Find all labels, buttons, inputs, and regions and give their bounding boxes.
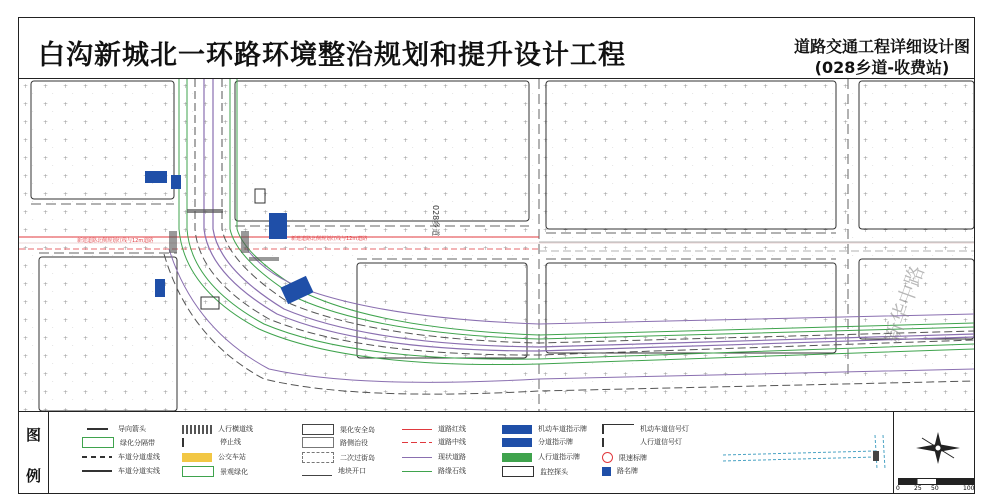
road-plan-map[interactable]	[19, 79, 974, 411]
legend-item-label: 二次过街岛	[340, 453, 375, 462]
block-opening-icon	[302, 466, 332, 476]
red-line-icon	[402, 425, 432, 434]
legend-item	[82, 437, 155, 448]
legend-title-divider	[48, 411, 49, 494]
landscape-icon	[182, 466, 214, 477]
legend-item	[602, 466, 638, 476]
legend-item	[502, 424, 587, 434]
legend-item	[302, 424, 375, 435]
drawing-title-line1: 道路交通工程详细设计图	[793, 37, 970, 56]
legend-item-label: 人行横道线	[218, 425, 253, 433]
legend-item-label: 道路中线	[438, 438, 466, 446]
legend-item-label: 道路红线	[438, 425, 466, 433]
curb-line-icon	[402, 467, 432, 476]
legend-item-label: 车道分道虚线	[118, 453, 160, 461]
road-name-lower-right: 新华中路	[879, 262, 930, 346]
safety-island-icon	[302, 424, 334, 435]
legend-item	[502, 452, 580, 462]
legend-item	[402, 437, 466, 447]
legend-item	[182, 424, 253, 434]
legend-item	[602, 424, 689, 434]
legend-item-label: 绿化分隔带	[120, 438, 155, 447]
legend-item	[402, 452, 466, 462]
sidewalk-sign-icon	[502, 453, 532, 462]
legend-item-label: 现状道路	[438, 453, 466, 461]
legend-item-label: 公交车站	[218, 453, 246, 461]
legend-item-label: 监控探头	[540, 467, 568, 476]
legend-item	[82, 466, 160, 476]
annotation-left: 新建道路北侧规划红线与12m道路	[77, 238, 154, 244]
drawing-title-line2: (028乡道-收费站)	[814, 58, 950, 77]
ped-signal-icon	[602, 438, 634, 447]
scale-tick-100: 100	[963, 485, 975, 492]
sign-1	[145, 171, 167, 183]
legend-item	[82, 424, 146, 434]
bus-stop-icon	[182, 453, 212, 462]
legend-item-label: 地块开口	[338, 467, 366, 475]
legend-item-label: 停止线	[220, 438, 241, 446]
legend-item-label: 机动车道指示牌	[538, 425, 587, 433]
stop-line-icon	[182, 438, 214, 447]
legend-item-label: 路名牌	[617, 467, 638, 475]
legend-item	[182, 437, 241, 447]
lane-dashed-line-icon	[82, 453, 112, 462]
legend-item-label: 渠化安全岛	[340, 425, 375, 434]
legend-title-top: 图	[26, 426, 42, 444]
annotation-right: 新建道路北侧规划红线与12m道路	[291, 236, 368, 242]
legend-item-label: 景观绿化	[220, 467, 248, 476]
scale-tick-50: 50	[931, 485, 939, 492]
legend-compass-divider	[893, 411, 894, 494]
legend-item-label: 人行道信号灯	[640, 438, 682, 446]
vehicle-signal-icon	[602, 424, 634, 434]
legend-item	[602, 452, 647, 463]
legend-item	[82, 452, 160, 462]
legend-divider	[18, 411, 975, 412]
drawing-title	[794, 36, 970, 78]
legend-item	[402, 466, 466, 476]
legend-item	[302, 452, 375, 463]
legend-item	[402, 424, 466, 434]
refuge-island-icon	[302, 452, 334, 463]
sign-3	[269, 213, 287, 239]
legend-item-label: 路侧治役	[340, 438, 368, 447]
legend-item-label: 限速标牌	[619, 453, 647, 462]
guide-arrow-icon	[82, 425, 112, 434]
lane-sign-icon	[502, 438, 532, 447]
scale-tick-0: 0	[896, 485, 900, 492]
legend-title-bottom: 例	[26, 467, 42, 485]
green-divider-icon	[82, 437, 114, 448]
legend-item-label: 人行道指示牌	[538, 453, 580, 461]
project-title: 白沟新城北一环路环境整治规划和提升设计工程	[38, 40, 626, 71]
north-arrow-icon	[908, 428, 968, 468]
roadside-icon	[302, 437, 334, 448]
existing-road-icon	[402, 453, 432, 462]
map-canvas	[19, 79, 974, 411]
scale-tick-25: 25	[914, 485, 922, 492]
legend-item-label: 导向箭头	[118, 425, 146, 433]
legend-item	[182, 452, 246, 462]
legend-item	[182, 466, 248, 477]
legend-item	[502, 466, 568, 477]
scale-bar	[898, 478, 974, 485]
sign-4	[155, 279, 165, 297]
center-line-icon	[402, 438, 432, 447]
legend-item	[602, 437, 682, 447]
field-texture	[19, 79, 974, 411]
legend-item	[302, 466, 366, 476]
camera-icon	[502, 466, 534, 477]
legend-item-label: 路缘石线	[438, 467, 466, 475]
legend-item	[502, 437, 573, 447]
crosswalk-icon	[182, 425, 212, 434]
legend-item	[302, 437, 368, 448]
legend-item-label: 机动车道信号灯	[640, 425, 689, 433]
speed-limit-icon	[602, 452, 613, 463]
legend-item-label: 分道指示牌	[538, 438, 573, 446]
road-name-vertical: 028乡道	[431, 205, 440, 237]
sign-2	[171, 175, 181, 189]
legend-item-label: 车道分道实线	[118, 467, 160, 475]
lane-solid-line-icon	[82, 467, 112, 476]
legend-inset-sketch	[715, 427, 893, 472]
road-name-sign-icon	[602, 467, 611, 476]
vehicle-sign-icon	[502, 425, 532, 434]
